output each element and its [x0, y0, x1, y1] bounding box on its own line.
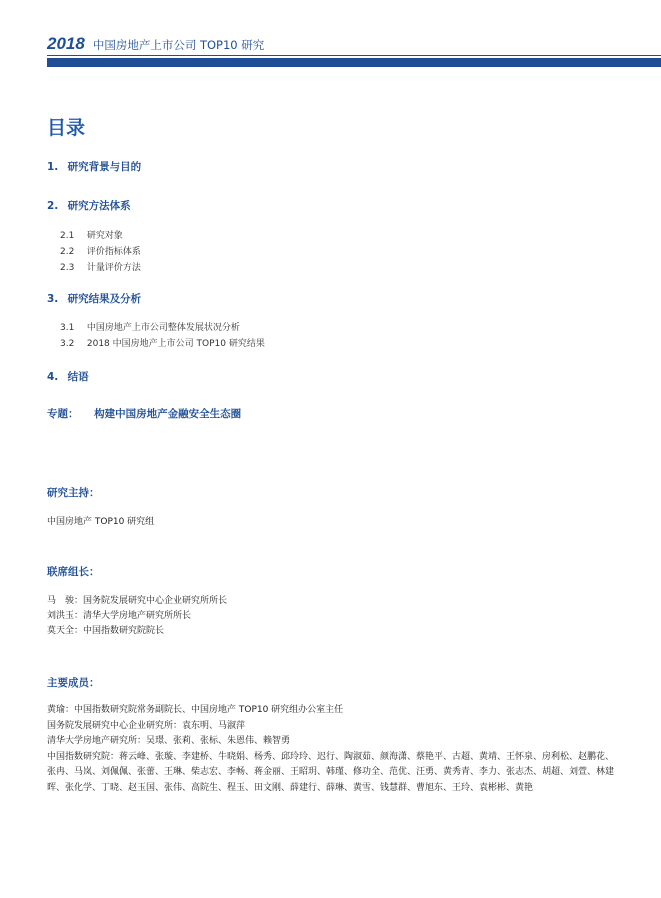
member-line: 黄瑜：中国指数研究院常务副院长、中国房地产 TOP10 研究组办公室主任: [47, 705, 344, 715]
toc-section-title: 研究方法体系: [67, 200, 131, 212]
toc-section-4[interactable]: [47, 369, 89, 384]
leaders-heading: 联席组长：: [47, 566, 100, 578]
toc-subsection-2-3[interactable]: [60, 260, 141, 273]
toc-subsection-number: 2.2: [60, 247, 75, 257]
toc-section-title: 研究背景与目的: [67, 161, 142, 173]
toc-subsection-title: 研究对象: [86, 231, 123, 241]
special-topic-label: 专题：: [47, 408, 79, 420]
leader-line: 马 骏：国务院发展研究中心企业研究所所长: [47, 596, 228, 606]
toc-section-2[interactable]: [47, 198, 131, 213]
toc-section-3[interactable]: [47, 291, 141, 306]
members-heading: 主要成员：: [47, 677, 100, 689]
toc-subsection-3-2[interactable]: [60, 336, 265, 349]
host-text: 中国房地产 TOP10 研究组: [47, 517, 155, 527]
toc-title: 目录: [47, 117, 86, 139]
leader-line: 刘洪玉：清华大学房地产研究所所长: [47, 611, 192, 621]
toc-subsection-2-1[interactable]: [60, 228, 123, 241]
leaders-list: [47, 594, 227, 639]
member-line: 中国指数研究院：蒋云峰、张璇、李建桥、牛晓娟、杨秀、邱玲玲、迟行、陶淑茹、颜海潇、蔡艳平、古超、黄靖、王怀泉、房利松、赵鹏花、张冉、马岚、刘佩佩、张蕾、王琳、柴志宏、李畅、蒋金丽、王昭玥、韩瑾、修功全、范优、汪勇、黄秀青、李力、张志杰、胡超、刘萱、林建晖、张化学、丁晓、赵玉国、张伟、高院生、程玉、田文刚、薛建行、薛琳、黄雪、钱慧群、曹旭东、王玲、袁彬彬、黄艳: [47, 751, 615, 793]
toc-section-title: 研究结果及分析: [67, 293, 142, 305]
toc-subsection-3-1[interactable]: [60, 320, 240, 333]
toc-subsection-title: 计量评价方法: [86, 263, 141, 273]
header-year: 2018: [47, 34, 85, 53]
leader-line: 莫天全：中国指数研究院院长: [47, 626, 165, 636]
toc-subsection-number: 2.1: [60, 231, 75, 241]
toc-section-number: 2.: [47, 200, 59, 212]
header-title: 中国房地产上市公司 TOP10 研究: [92, 38, 265, 52]
toc-subsection-number: 2.3: [60, 263, 75, 273]
header-rule-thick: [47, 58, 661, 67]
toc-special-topic[interactable]: [47, 406, 241, 421]
toc-section-number: 4.: [47, 371, 59, 383]
toc-subsection-title: 中国房地产上市公司整体发展状况分析: [86, 323, 240, 333]
toc-subsection-number: 3.1: [60, 323, 75, 333]
toc-section-number: 1.: [47, 161, 59, 173]
member-line: 国务院发展研究中心企业研究所：袁东明、马淑萍: [47, 720, 246, 731]
toc-section-number: 3.: [47, 293, 59, 305]
host-heading: 研究主持：: [47, 487, 100, 499]
toc-subsection-number: 3.2: [60, 339, 75, 349]
toc-subsection-title: 评价指标体系: [86, 247, 141, 257]
header-rule-thin: [47, 55, 661, 56]
toc-subsection-2-2[interactable]: [60, 244, 141, 257]
toc-section-1[interactable]: [47, 159, 141, 174]
page-header: [47, 34, 264, 54]
members-list: [47, 703, 619, 797]
special-topic-title: 构建中国房地产金融安全生态圈: [94, 408, 242, 420]
toc-subsection-title: 2018 中国房地产上市公司 TOP10 研究结果: [86, 339, 265, 349]
toc-section-title: 结语: [67, 371, 89, 383]
member-line: 清华大学房地产研究所：吴璟、张莉、张标、朱恩伟、赖智勇: [47, 736, 291, 747]
